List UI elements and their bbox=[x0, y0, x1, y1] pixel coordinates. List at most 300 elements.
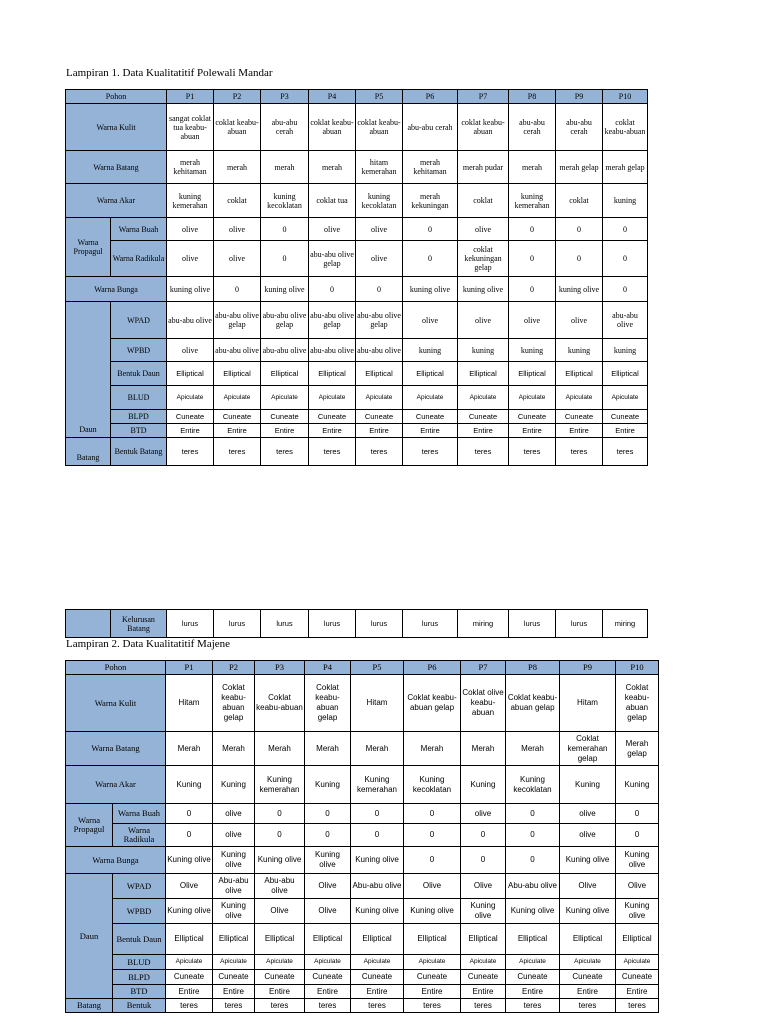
cell: Merah bbox=[461, 732, 506, 766]
cell: kuning bbox=[458, 339, 509, 362]
cell: lurus bbox=[509, 610, 556, 638]
table-row bbox=[66, 899, 659, 924]
cell: Apiculate bbox=[506, 955, 560, 970]
header-cell: Pohon bbox=[66, 661, 166, 675]
cell: Entire bbox=[506, 985, 560, 999]
cell: Coklat keabu-abuan gelap bbox=[404, 675, 461, 732]
cell: kuning olive bbox=[458, 277, 509, 302]
cell: merah gelap bbox=[603, 151, 648, 184]
cell: Coklat keabu-abuan gelap bbox=[506, 675, 560, 732]
cell: coklat bbox=[214, 184, 261, 218]
cell: 0 bbox=[351, 824, 404, 847]
cell: Apiculate bbox=[403, 386, 458, 410]
cell: Abu-abu olive bbox=[255, 874, 305, 899]
caption-lampiran-2: Lampiran 2. Data Kualitatitif Majene bbox=[66, 638, 231, 650]
cell: teres bbox=[458, 438, 509, 466]
cell: Entire bbox=[261, 424, 309, 438]
table-row bbox=[66, 824, 659, 847]
cell: Entire bbox=[603, 424, 648, 438]
cell: Coklat keabu-abuan bbox=[255, 675, 305, 732]
cell: Elliptical bbox=[167, 362, 214, 386]
cell: teres bbox=[404, 999, 461, 1013]
cell: Cuneate bbox=[403, 410, 458, 424]
cell: sangat coklat tua keabu-abuan bbox=[167, 104, 214, 151]
cell: Merah bbox=[255, 732, 305, 766]
cell: abu-abu olive gelap bbox=[261, 302, 309, 339]
cell: Elliptical bbox=[351, 924, 404, 955]
cell: Olive bbox=[305, 899, 351, 924]
cell: abu-abu olive bbox=[309, 339, 356, 362]
cell: Cuneate bbox=[309, 410, 356, 424]
cell: Olive bbox=[255, 899, 305, 924]
cell: olive bbox=[458, 302, 509, 339]
cell: teres bbox=[560, 999, 616, 1013]
cell: Kuning kecoklatan bbox=[404, 766, 461, 804]
cell: Abu-abu olive bbox=[506, 874, 560, 899]
cell: hitam kemerahan bbox=[356, 151, 403, 184]
cell: Merah gelap bbox=[616, 732, 659, 766]
cell: 0 bbox=[556, 241, 603, 277]
cell: Entire bbox=[560, 985, 616, 999]
cell: Cuneate bbox=[255, 970, 305, 985]
cell: coklat keabu-abuan bbox=[214, 104, 261, 151]
cell: 0 bbox=[255, 804, 305, 824]
cell: Olive bbox=[166, 874, 213, 899]
cell: teres bbox=[255, 999, 305, 1013]
table-row bbox=[66, 847, 659, 874]
table-row bbox=[66, 804, 659, 824]
cell: Cuneate bbox=[167, 410, 214, 424]
cell: Apiculate bbox=[255, 955, 305, 970]
cell: 0 bbox=[509, 218, 556, 241]
caption-lampiran-1: Lampiran 1. Data Kualitatitif Polewali Mandar bbox=[66, 67, 273, 79]
cell: kuning kemerahan bbox=[167, 184, 214, 218]
cell: Cuneate bbox=[603, 410, 648, 424]
cell: lurus bbox=[167, 610, 214, 638]
cell: Entire bbox=[351, 985, 404, 999]
cell: abu-abu olive bbox=[356, 339, 403, 362]
cell: 0 bbox=[214, 277, 261, 302]
cell: coklat keabu-abuan bbox=[603, 104, 648, 151]
cell: abu-abu olive bbox=[603, 302, 648, 339]
cell: Coklat kemerahan gelap bbox=[560, 732, 616, 766]
header-cell: P3 bbox=[261, 90, 309, 104]
cell: Entire bbox=[404, 985, 461, 999]
cell: Kuning kecoklatan bbox=[506, 766, 560, 804]
cell: Merah bbox=[305, 732, 351, 766]
cell: Kuning olive bbox=[166, 847, 213, 874]
cell: Abu-abu olive bbox=[213, 874, 255, 899]
cell: Cuneate bbox=[261, 410, 309, 424]
header-cell: P6 bbox=[403, 90, 458, 104]
row-label: Bentuk bbox=[113, 999, 166, 1013]
cell: Apiculate bbox=[261, 386, 309, 410]
row-label: Warna Radikula bbox=[111, 241, 167, 277]
cell: Olive bbox=[461, 874, 506, 899]
cell: teres bbox=[509, 438, 556, 466]
cell: Cuneate bbox=[560, 970, 616, 985]
cell: Kuning olive bbox=[616, 847, 659, 874]
cell: Entire bbox=[509, 424, 556, 438]
cell: kuning olive bbox=[403, 277, 458, 302]
cell: kuning olive bbox=[167, 277, 214, 302]
cell: kuning kecoklatan bbox=[261, 184, 309, 218]
cell: Apiculate bbox=[603, 386, 648, 410]
cell: olive bbox=[356, 218, 403, 241]
cell: Hitam bbox=[560, 675, 616, 732]
cell: Elliptical bbox=[461, 924, 506, 955]
cell: Coklat keabu-abuan gelap bbox=[213, 675, 255, 732]
cell: Apiculate bbox=[309, 386, 356, 410]
cell: miring bbox=[603, 610, 648, 638]
cell: 0 bbox=[556, 218, 603, 241]
cell: Merah bbox=[213, 732, 255, 766]
cell: Entire bbox=[458, 424, 509, 438]
cell: lurus bbox=[309, 610, 356, 638]
cell: olive bbox=[167, 241, 214, 277]
cell: abu-abu olive gelap bbox=[309, 241, 356, 277]
cell: kuning bbox=[403, 339, 458, 362]
cell: Apiculate bbox=[560, 955, 616, 970]
cell: merah kehitaman bbox=[403, 151, 458, 184]
table-row bbox=[66, 386, 648, 410]
cell: Merah bbox=[351, 732, 404, 766]
group-label-empty bbox=[66, 610, 111, 638]
header-cell: P4 bbox=[305, 661, 351, 675]
cell: Entire bbox=[305, 985, 351, 999]
table-row bbox=[66, 999, 659, 1013]
cell: 0 bbox=[356, 277, 403, 302]
cell: coklat keabu-abuan bbox=[356, 104, 403, 151]
cell: coklat kekuningan gelap bbox=[458, 241, 509, 277]
cell: Cuneate bbox=[556, 410, 603, 424]
cell: Apiculate bbox=[351, 955, 404, 970]
cell: 0 bbox=[351, 804, 404, 824]
cell: Elliptical bbox=[356, 362, 403, 386]
row-label: Warna Akar bbox=[66, 184, 167, 218]
cell: teres bbox=[461, 999, 506, 1013]
cell: Coklat keabu-abuan gelap bbox=[305, 675, 351, 732]
cell: 0 bbox=[603, 277, 648, 302]
row-label: Warna Bunga bbox=[66, 277, 167, 302]
cell: 0 bbox=[404, 804, 461, 824]
table-row bbox=[66, 104, 648, 151]
cell: Apiculate bbox=[214, 386, 261, 410]
cell: Elliptical bbox=[309, 362, 356, 386]
cell: Cuneate bbox=[461, 970, 506, 985]
cell: lurus bbox=[403, 610, 458, 638]
cell: Kuning olive bbox=[506, 899, 560, 924]
cell: olive bbox=[461, 804, 506, 824]
row-label: Warna Batang bbox=[66, 732, 166, 766]
row-label: Warna Batang bbox=[66, 151, 167, 184]
cell: teres bbox=[603, 438, 648, 466]
cell: 0 bbox=[305, 804, 351, 824]
cell: Kuning olive bbox=[404, 899, 461, 924]
group-label-daun: Daun bbox=[66, 302, 111, 438]
row-label: Warna Buah bbox=[113, 804, 166, 824]
table-row bbox=[66, 874, 659, 899]
cell: Kuning olive bbox=[560, 847, 616, 874]
cell: abu-abu cerah bbox=[261, 104, 309, 151]
cell: Olive bbox=[560, 874, 616, 899]
cell: Elliptical bbox=[166, 924, 213, 955]
table-row bbox=[66, 924, 659, 955]
table-row bbox=[66, 410, 648, 424]
cell: kuning bbox=[556, 339, 603, 362]
cell: teres bbox=[556, 438, 603, 466]
cell: Cuneate bbox=[356, 410, 403, 424]
row-label: Bentuk Batang bbox=[111, 438, 167, 466]
cell: Kuning olive bbox=[616, 899, 659, 924]
cell: olive bbox=[356, 241, 403, 277]
row-label: Kelurusan Batang bbox=[111, 610, 167, 638]
cell: merah pudar bbox=[458, 151, 509, 184]
table-header-row bbox=[66, 90, 648, 104]
table-row bbox=[66, 424, 648, 438]
cell: Apiculate bbox=[356, 386, 403, 410]
cell: Entire bbox=[556, 424, 603, 438]
cell: Cuneate bbox=[214, 410, 261, 424]
cell: Kuning kemerahan bbox=[255, 766, 305, 804]
cell: Entire bbox=[213, 985, 255, 999]
cell: lurus bbox=[556, 610, 603, 638]
cell: teres bbox=[356, 438, 403, 466]
cell: Elliptical bbox=[403, 362, 458, 386]
header-cell: P8 bbox=[506, 661, 560, 675]
cell: Apiculate bbox=[556, 386, 603, 410]
cell: olive bbox=[560, 824, 616, 847]
cell: kuning bbox=[603, 339, 648, 362]
cell: Coklat keabu-abuan gelap bbox=[616, 675, 659, 732]
cell: 0 bbox=[506, 824, 560, 847]
cell: Entire bbox=[166, 985, 213, 999]
cell: Kuning olive bbox=[166, 899, 213, 924]
group-label-batang: Batang bbox=[66, 999, 113, 1013]
header-cell: P5 bbox=[356, 90, 403, 104]
cell: 0 bbox=[509, 241, 556, 277]
cell: teres bbox=[261, 438, 309, 466]
header-cell: P3 bbox=[255, 661, 305, 675]
cell: coklat bbox=[556, 184, 603, 218]
cell: abu-abu cerah bbox=[509, 104, 556, 151]
group-label-propagul: Warna Propagul bbox=[66, 804, 113, 847]
cell: olive bbox=[167, 218, 214, 241]
cell: Elliptical bbox=[255, 924, 305, 955]
cell: abu-abu olive gelap bbox=[356, 302, 403, 339]
row-label: Warna Radikula bbox=[113, 824, 166, 847]
cell: miring bbox=[458, 610, 509, 638]
cell: teres bbox=[506, 999, 560, 1013]
header-cell: P2 bbox=[214, 90, 261, 104]
table-majene bbox=[65, 660, 659, 1013]
cell: Elliptical bbox=[404, 924, 461, 955]
cell: coklat keabu-abuan bbox=[309, 104, 356, 151]
cell: Apiculate bbox=[166, 955, 213, 970]
cell: olive bbox=[560, 804, 616, 824]
cell: teres bbox=[309, 438, 356, 466]
cell: Cuneate bbox=[458, 410, 509, 424]
cell: 0 bbox=[461, 847, 506, 874]
cell: Kuning olive bbox=[351, 899, 404, 924]
cell: Kuning kemerahan bbox=[351, 766, 404, 804]
header-cell: P9 bbox=[556, 90, 603, 104]
cell: 0 bbox=[461, 824, 506, 847]
cell: lurus bbox=[261, 610, 309, 638]
header-cell: P1 bbox=[166, 661, 213, 675]
cell: abu-abu cerah bbox=[556, 104, 603, 151]
header-cell: P5 bbox=[351, 661, 404, 675]
row-label: Warna Kulit bbox=[66, 675, 166, 732]
cell: 0 bbox=[616, 804, 659, 824]
cell: olive bbox=[458, 218, 509, 241]
cell: Elliptical bbox=[509, 362, 556, 386]
table-row bbox=[66, 362, 648, 386]
table-row bbox=[66, 184, 648, 218]
cell: teres bbox=[403, 438, 458, 466]
cell: Kuning bbox=[213, 766, 255, 804]
cell: 0 bbox=[261, 218, 309, 241]
cell: Kuning bbox=[305, 766, 351, 804]
cell: Entire bbox=[616, 985, 659, 999]
cell: olive bbox=[509, 302, 556, 339]
header-cell: Pohon bbox=[66, 90, 167, 104]
cell: coklat tua bbox=[309, 184, 356, 218]
header-cell: P2 bbox=[213, 661, 255, 675]
cell: Olive bbox=[305, 874, 351, 899]
row-label: WPBD bbox=[111, 339, 167, 362]
cell: Olive bbox=[404, 874, 461, 899]
cell: Apiculate bbox=[404, 955, 461, 970]
cell: kuning bbox=[509, 339, 556, 362]
header-cell: P7 bbox=[458, 90, 509, 104]
cell: 0 bbox=[404, 824, 461, 847]
cell: Kuning olive bbox=[560, 899, 616, 924]
row-label: BTD bbox=[111, 424, 167, 438]
row-label: Bentuk Daun bbox=[113, 924, 166, 955]
header-cell: P1 bbox=[167, 90, 214, 104]
row-label: Warna Akar bbox=[66, 766, 166, 804]
row-label: Bentuk Daun bbox=[111, 362, 167, 386]
cell: Kuning bbox=[461, 766, 506, 804]
cell: olive bbox=[214, 241, 261, 277]
cell: Apiculate bbox=[305, 955, 351, 970]
cell: olive bbox=[213, 824, 255, 847]
row-label: Warna Bunga bbox=[66, 847, 166, 874]
cell: abu-abu olive gelap bbox=[309, 302, 356, 339]
table-row bbox=[66, 675, 659, 732]
cell: kuning olive bbox=[261, 277, 309, 302]
cell: Entire bbox=[309, 424, 356, 438]
cell: Elliptical bbox=[556, 362, 603, 386]
cell: teres bbox=[616, 999, 659, 1013]
cell: Kuning olive bbox=[461, 899, 506, 924]
cell: merah kehitaman bbox=[167, 151, 214, 184]
row-label: BLUD bbox=[113, 955, 166, 970]
table-row bbox=[66, 610, 648, 638]
cell: Kuning olive bbox=[255, 847, 305, 874]
cell: coklat bbox=[458, 184, 509, 218]
cell: Kuning olive bbox=[351, 847, 404, 874]
row-label: WPAD bbox=[113, 874, 166, 899]
group-label-batang: Batang bbox=[66, 438, 111, 466]
cell: kuning olive bbox=[556, 277, 603, 302]
cell: 0 bbox=[166, 824, 213, 847]
cell: Elliptical bbox=[616, 924, 659, 955]
cell: Kuning olive bbox=[213, 847, 255, 874]
cell: teres bbox=[167, 438, 214, 466]
row-label: BLPD bbox=[113, 970, 166, 985]
row-label: Warna Kulit bbox=[66, 104, 167, 151]
cell: Elliptical bbox=[214, 362, 261, 386]
table-row bbox=[66, 339, 648, 362]
cell: merah bbox=[309, 151, 356, 184]
cell: Apiculate bbox=[616, 955, 659, 970]
cell: Entire bbox=[255, 985, 305, 999]
cell: Entire bbox=[356, 424, 403, 438]
table-row bbox=[66, 732, 659, 766]
cell: Kuning bbox=[616, 766, 659, 804]
cell: Apiculate bbox=[461, 955, 506, 970]
cell: Kuning bbox=[560, 766, 616, 804]
table-row bbox=[66, 277, 648, 302]
cell: olive bbox=[309, 218, 356, 241]
table-row bbox=[66, 438, 648, 466]
row-label: WPBD bbox=[113, 899, 166, 924]
cell: Abu-abu olive bbox=[351, 874, 404, 899]
cell: teres bbox=[351, 999, 404, 1013]
cell: 0 bbox=[603, 218, 648, 241]
cell: 0 bbox=[255, 824, 305, 847]
cell: Hitam bbox=[166, 675, 213, 732]
cell: 0 bbox=[404, 847, 461, 874]
cell: 0 bbox=[616, 824, 659, 847]
cell: Cuneate bbox=[616, 970, 659, 985]
cell: 0 bbox=[403, 241, 458, 277]
cell: merah bbox=[214, 151, 261, 184]
cell: abu-abu olive gelap bbox=[214, 302, 261, 339]
table-row bbox=[66, 151, 648, 184]
header-cell: P8 bbox=[509, 90, 556, 104]
cell: Elliptical bbox=[458, 362, 509, 386]
cell: Cuneate bbox=[404, 970, 461, 985]
table-row bbox=[66, 955, 659, 970]
table-row bbox=[66, 985, 659, 999]
row-label: BLPD bbox=[111, 410, 167, 424]
header-cell: P9 bbox=[560, 661, 616, 675]
cell: olive bbox=[403, 302, 458, 339]
cell: 0 bbox=[261, 241, 309, 277]
cell: 0 bbox=[506, 804, 560, 824]
cell: 0 bbox=[603, 241, 648, 277]
cell: Apiculate bbox=[213, 955, 255, 970]
cell: kuning kemerahan bbox=[509, 184, 556, 218]
cell: lurus bbox=[356, 610, 403, 638]
cell: merah bbox=[509, 151, 556, 184]
cell: Coklat olive keabu-abuan bbox=[461, 675, 506, 732]
cell: Entire bbox=[461, 985, 506, 999]
cell: abu-abu olive bbox=[214, 339, 261, 362]
cell: abu-abu olive bbox=[167, 302, 214, 339]
cell: Elliptical bbox=[506, 924, 560, 955]
header-cell: P10 bbox=[603, 90, 648, 104]
header-cell: P6 bbox=[404, 661, 461, 675]
cell: 0 bbox=[509, 277, 556, 302]
group-label-daun: Daun bbox=[66, 874, 113, 999]
cell: Elliptical bbox=[603, 362, 648, 386]
cell: Cuneate bbox=[213, 970, 255, 985]
cell: teres bbox=[305, 999, 351, 1013]
